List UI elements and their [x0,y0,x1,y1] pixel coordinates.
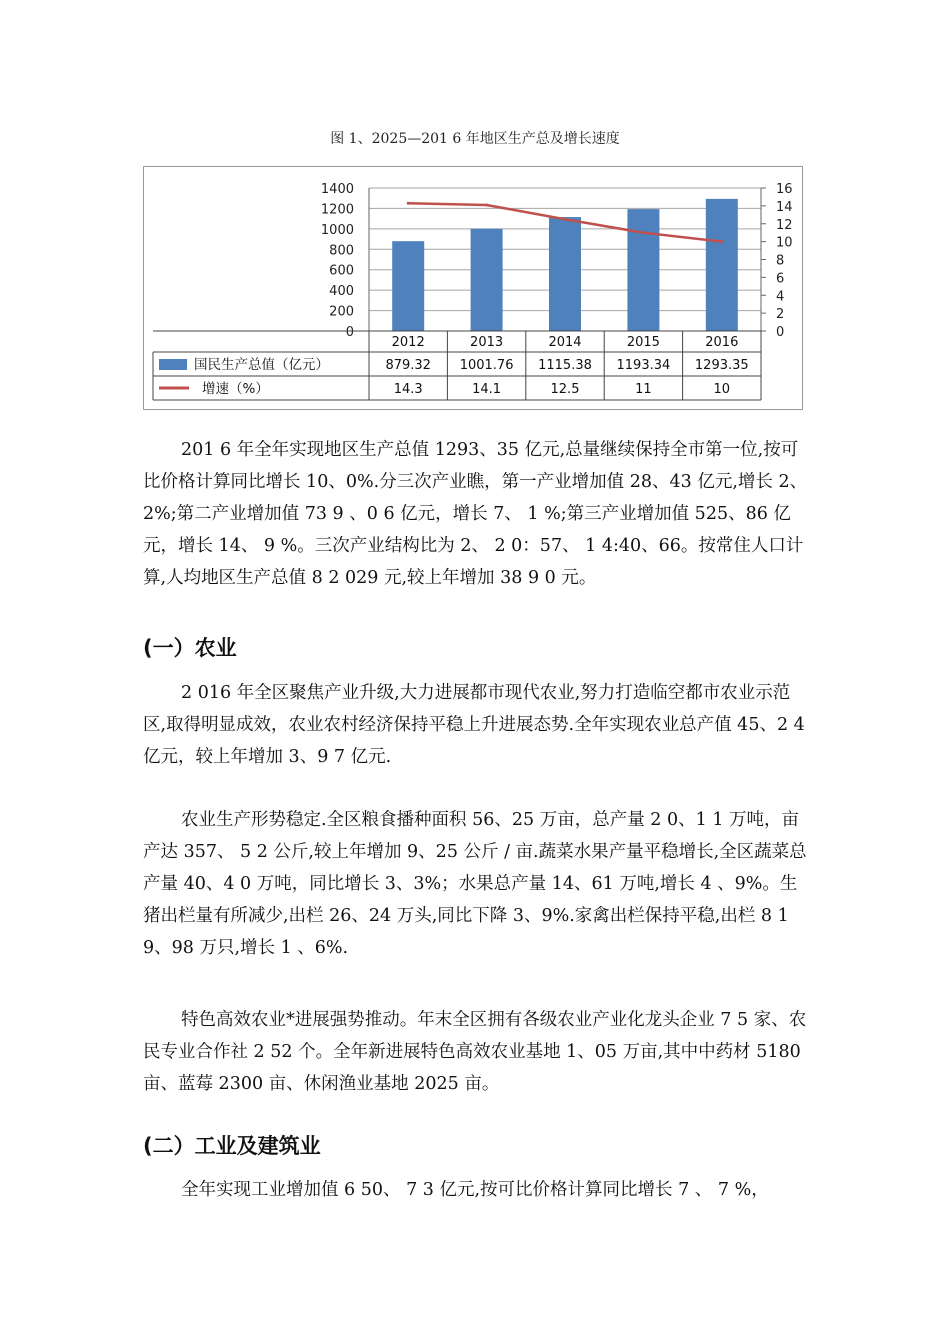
figure-caption: 图 1、2025—201 6 年地区生产总及增长速度 [330,131,620,147]
y-right-tick-label: 12 [776,217,793,233]
x-category-label: 2013 [470,335,504,350]
table-value-gdp: 1293.35 [694,358,749,373]
table-value-growth: 11 [635,382,652,397]
section-heading-agriculture: (一）农业 [143,636,237,660]
growth-point-2012 [407,202,410,205]
y-left-tick-label: 1200 [320,202,354,218]
table-value-growth: 14.3 [393,382,423,397]
y-right-tick-label: 16 [776,182,793,197]
section-heading-industry: (二）工业及建筑业 [143,1134,321,1158]
legend-line-label: 增速（%） [202,381,269,397]
growth-point-2015 [642,231,645,234]
table-value-gdp: 879.32 [385,358,431,373]
bar-2012 [392,241,424,331]
y-right-tick-label: 0 [776,325,785,340]
table-value-growth: 14.1 [472,382,502,397]
paragraph-agriculture-overview: 2 016 年全区聚焦产业升级,大力进展都市现代农业,努力打造临空都市农业示范区,取得明显成效，农业农村经济保持平稳上升进展态势.全年实现农业总产值 45、2 4 亿元，较上年增加 3、9 7 亿元. [143,683,805,767]
paragraph-specialty-agriculture: 特色高效农业*进展强势推动。年末全区拥有各级农业产业化龙头企业 7 5 家、农民专业合作社 2 52 个。全年新进展特色高效农业基地 1、05 万亩,其中中药材 5180 亩、蓝莓 2300 亩、休闲渔业基地 2025 亩。 [143,1010,807,1094]
bar-2015 [627,209,659,331]
legend-bar-swatch [159,359,187,370]
x-category-label: 2012 [391,335,425,350]
legend-bar-label: 国民生产总值（亿元） [194,357,329,373]
x-category-label: 2014 [548,335,582,350]
growth-point-2014 [564,218,567,221]
table-value-growth: 12.5 [550,382,580,397]
y-right-tick-label: 2 [776,307,785,323]
table-value-gdp: 1001.76 [459,358,514,373]
y-left-tick-label: 600 [329,263,354,279]
bar-2013 [471,229,503,331]
paragraph-gdp-summary: 201 6 年全年实现地区生产总值 1293、35 亿元,总量继续保持全市第一位,按可比价格计算同比增长 10、0%.分三次产业瞧，第一产业增加值 28、43 亿元,增长 2、2%;第二产业增加值 73 9 、0 6 亿元，增长 7、 1 %;第三产业增加值 525、86 亿元，增长 14、 9 %。三次产业结构比为 2、 2 0：57、 1 4:40、66。按常住人口计算,人均地区生产总值 8 2 029 元,较上年增加 38 9 0 元。 [143,440,808,588]
y-right-tick-label: 4 [776,289,785,305]
growth-point-2013 [485,203,488,206]
y-right-tick-label: 14 [776,199,793,215]
x-category-label: 2015 [626,335,660,350]
table-value-gdp: 1193.34 [616,358,671,373]
y-left-tick-label: 400 [329,284,354,300]
x-category-label: 2016 [705,335,739,350]
y-left-tick-label: 1400 [320,182,354,197]
y-right-tick-label: 6 [776,271,785,287]
bar-2016 [706,199,738,331]
y-left-tick-label: 800 [329,243,354,259]
table-value-growth: 10 [713,382,731,397]
gdp-chart-svg [144,167,804,411]
bar-2014 [549,217,581,331]
growth-point-2016 [720,240,723,243]
y-left-tick-label: 1000 [320,222,354,238]
y-right-tick-label: 8 [776,253,785,269]
paragraph-industry: 全年实现工业增加值 6 50、 7 3 亿元,按可比价格计算同比增长 7 、 7 %， [181,1180,769,1200]
paragraph-agriculture-production: 农业生产形势稳定.全区粮食播种面积 56、25 万亩，总产量 2 0、1 1 万吨，亩产达 357、 5 2 公斤,较上年增加 9、25 公斤 / 亩.蔬菜水果产量平稳增长,全区蔬菜总产量 40、4 0 万吨，同比增长 3、3%；水果总产量 14、61 万吨,增长 4 、9%。生猪出栏量有所减少,出栏 26、24 万头,同比下降 3、9%.家禽出栏保持平稳,出栏 8 1 9、98 万只,增长 1 、6%. [143,810,807,958]
y-left-tick-label: 200 [329,304,354,320]
y-left-tick-label: 0 [345,325,354,340]
table-value-gdp: 1115.38 [538,358,592,373]
y-right-tick-label: 10 [776,235,793,251]
gdp-chart [143,166,803,410]
